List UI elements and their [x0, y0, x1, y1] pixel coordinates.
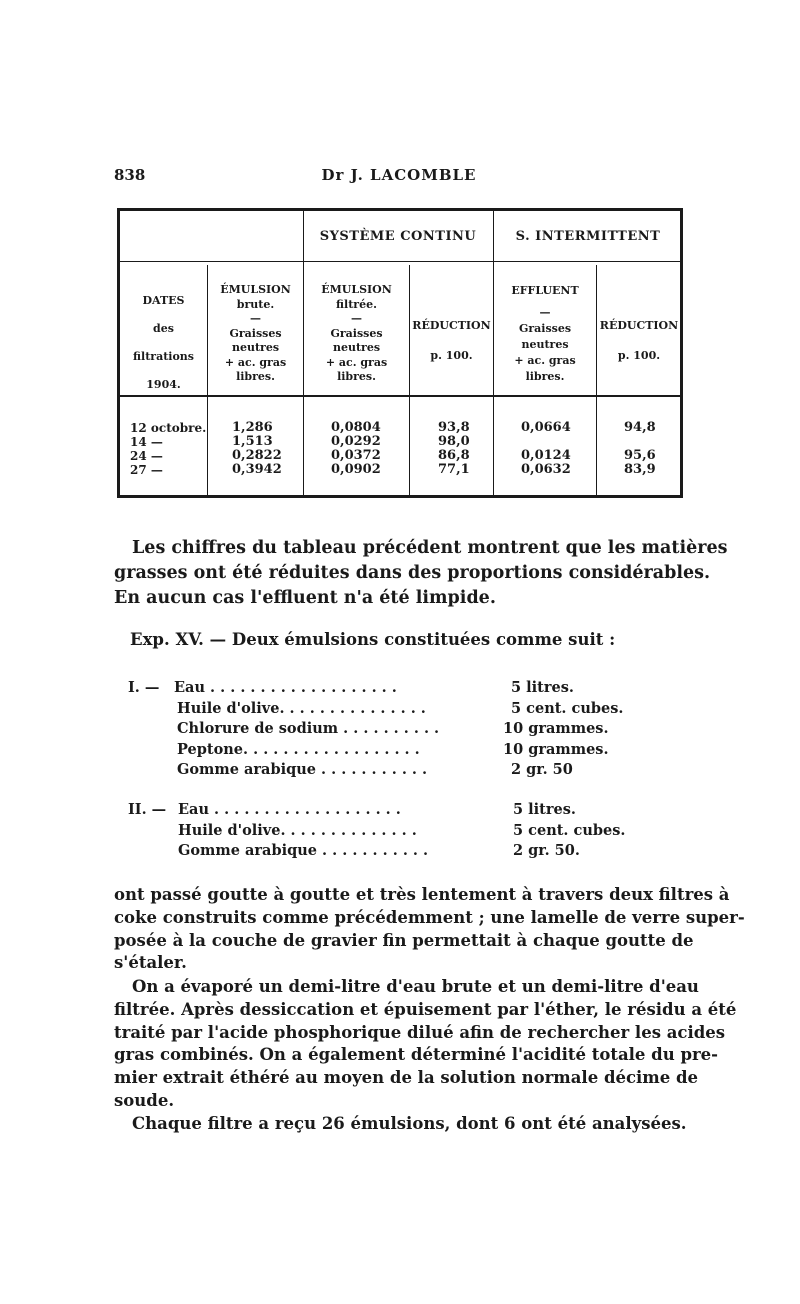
col-header-line: des: [153, 322, 174, 335]
col-header-line: Graisses: [518, 322, 572, 335]
ingredient-name: Chlorure de sodium . . . . . . . . . .: [177, 720, 440, 737]
table-cell: [521, 435, 571, 449]
ingredient-qty: 10 grammes.: [503, 720, 609, 737]
col-header-emulsion-brute: [208, 283, 303, 385]
text-line: traité par l'acide phosphorique dilué afin de rechercher les acides: [114, 1022, 726, 1042]
group-header-continu: SYSTÈME CONTINU: [319, 229, 477, 244]
table-cell: 86,8: [438, 448, 470, 463]
col-header-dates: [120, 287, 207, 399]
page-number: 838: [114, 166, 146, 184]
table-cell: 1,286: [232, 420, 273, 435]
text-line: s'étaler.: [114, 953, 187, 973]
text-line: ont passé goutte à goutte et très lentement à travers deux filtres à: [114, 885, 730, 904]
text-line: soude.: [114, 1090, 175, 1110]
table-cell: 1,513: [232, 434, 273, 449]
col-header-line: libres.: [236, 370, 275, 383]
col-header-emulsion-filtree: [304, 283, 409, 385]
table-cell: 0,0124: [521, 448, 571, 463]
page-header: [114, 166, 684, 188]
table-cell: 77,1: [438, 462, 470, 477]
col-header-line: libres.: [337, 370, 376, 383]
col-header-line: EFFLUENT: [511, 284, 579, 297]
text-line: En aucun cas l'effluent n'a été limpide.: [114, 588, 496, 608]
ingredient-qty: 2 gr. 50: [511, 761, 573, 778]
list-item: [128, 740, 628, 761]
ingredient-name: Eau . . . . . . . . . . . . . . . . . . .: [178, 801, 401, 818]
col-header-line: DATES: [142, 294, 185, 307]
ingredient-name: Peptone. . . . . . . . . . . . . . . . . .: [177, 740, 420, 758]
ingredient-qty: 5 litres.: [513, 801, 576, 818]
col-header-line: p. 100.: [617, 349, 661, 362]
col-header-line: neutres: [521, 338, 569, 351]
table-cell: 0,0292: [331, 434, 381, 449]
group-header-intermittent: S. INTERMITTENT: [515, 229, 661, 244]
col-header-line: ÉMULSION: [220, 283, 291, 296]
col-header-line: neutres: [332, 341, 381, 354]
col-header-line: p. 100.: [430, 349, 473, 362]
text-line: Chaque filtre a reçu 26 émulsions, dont 6 ont été analysées.: [132, 1114, 687, 1133]
col-header-line: libres.: [525, 370, 565, 383]
table-vrule-2: [409, 265, 410, 495]
col-header-reduction-2: [597, 311, 681, 371]
col-header-line: neutres: [231, 341, 280, 354]
paragraph-analysis: [114, 976, 737, 1113]
col-header-line: RÉDUCTION: [599, 319, 679, 332]
emulsion-label: I. —: [128, 679, 160, 696]
table-cell: 0,0632: [521, 462, 571, 477]
text-line: coke construits comme précédemment ; une lamelle de verre super-: [114, 907, 745, 927]
table-cell: 12 octobre.: [130, 421, 207, 435]
col-header-line: + ac. gras: [325, 355, 388, 369]
col-header-line: filtrée.: [336, 297, 377, 311]
text-line: grasses ont été réduites dans des proportions considérables.: [114, 563, 711, 583]
text-line: mier extrait éthéré au moyen de la solution normale décime de: [114, 1068, 699, 1088]
col-header-line: —: [351, 312, 362, 325]
table-cell: 0,3942: [232, 462, 282, 477]
ingredient-name: Huile d'olive. . . . . . . . . . . . . .: [178, 821, 417, 839]
col-header-line: —: [539, 306, 551, 319]
emulsion-2-list: [128, 800, 628, 862]
table-cell: 94,8: [624, 420, 656, 435]
table-cell: 0,0372: [331, 448, 381, 463]
text-line: posée à la couche de gravier fin permettait à chaque goutte de: [114, 930, 694, 950]
paragraph-table-summary: [114, 536, 728, 611]
table-cell: 14 —: [130, 435, 163, 449]
table-cell: [624, 435, 656, 449]
list-item: [128, 678, 628, 699]
text-line: On a évaporé un demi-litre d'eau brute et un demi-litre d'eau: [132, 977, 699, 996]
column-reduction-1: [438, 421, 470, 477]
column-emulsion-filtree: [331, 421, 381, 477]
ingredient-qty: 5 cent. cubes.: [513, 821, 626, 839]
table-cell: 0,0804: [331, 420, 381, 435]
column-dates: [130, 421, 206, 477]
ingredient-name: Gomme arabique . . . . . . . . . . .: [178, 842, 429, 859]
col-header-line: —: [250, 312, 261, 325]
table-rule-group: [120, 261, 680, 262]
experiment-heading: Exp. XV. — Deux émulsions constituées comme suit :: [130, 630, 616, 649]
list-item: [128, 719, 628, 740]
table-cell: 0,0902: [331, 462, 381, 477]
table-vrule-4: [596, 265, 597, 495]
col-header-line: + ac. gras: [514, 354, 576, 367]
ingredient-qty: 5 litres.: [511, 679, 574, 696]
emulsion-label: II. —: [128, 801, 167, 818]
list-item: [128, 821, 628, 842]
col-header-line: RÉDUCTION: [412, 319, 491, 332]
ingredient-name: Eau . . . . . . . . . . . . . . . . . . .: [174, 679, 397, 696]
ingredient-qty: 5 cent. cubes.: [511, 699, 624, 717]
table-cell: 93,8: [438, 420, 470, 435]
paragraph-filter-count: [114, 1113, 686, 1136]
col-header-line: ÉMULSION: [321, 283, 392, 296]
list-item: [128, 800, 628, 821]
col-header-line: filtrations: [133, 350, 194, 363]
col-header-line: + ac. gras: [224, 355, 287, 369]
table-cell: 95,6: [624, 448, 656, 463]
col-header-effluent: [494, 283, 596, 385]
table-cell: 98,0: [438, 434, 470, 449]
col-header-line: brute.: [236, 297, 275, 311]
column-emulsion-brute: [232, 421, 282, 477]
paragraph-filtration: [114, 884, 745, 975]
col-header-reduction-1: [410, 311, 493, 371]
table-cell: 27 —: [130, 463, 163, 477]
table-cell: 0,0664: [521, 420, 571, 435]
text-line: filtrée. Après dessiccation et épuisement par l'éther, le résidu a été: [114, 999, 737, 1019]
table-cell: 83,9: [624, 462, 656, 477]
column-reduction-2: [624, 421, 656, 477]
ingredient-name: Gomme arabique . . . . . . . . . . .: [177, 761, 428, 778]
list-item: [128, 699, 628, 720]
running-head: Dr J. LACOMBLE: [321, 166, 477, 184]
emulsion-1-list: [128, 678, 628, 781]
col-header-line: Graisses: [330, 326, 383, 340]
list-item: [128, 841, 628, 862]
text-line: gras combinés. On a également déterminé l'acidité totale du pre-: [114, 1045, 719, 1065]
column-effluent: [521, 421, 571, 477]
col-header-line: Graisses: [229, 326, 282, 340]
table-cell: 0,2822: [232, 448, 282, 463]
ingredient-qty: 2 gr. 50.: [513, 842, 580, 859]
table-cell: 24 —: [130, 449, 163, 463]
ingredient-name: Huile d'olive. . . . . . . . . . . . . . .: [177, 699, 426, 717]
col-header-line: 1904.: [146, 378, 181, 391]
list-item: [128, 760, 628, 781]
ingredient-qty: 10 grammes.: [503, 740, 609, 758]
text-line: Les chiffres du tableau précédent montrent que les matières: [132, 538, 728, 558]
data-table: [117, 208, 683, 498]
